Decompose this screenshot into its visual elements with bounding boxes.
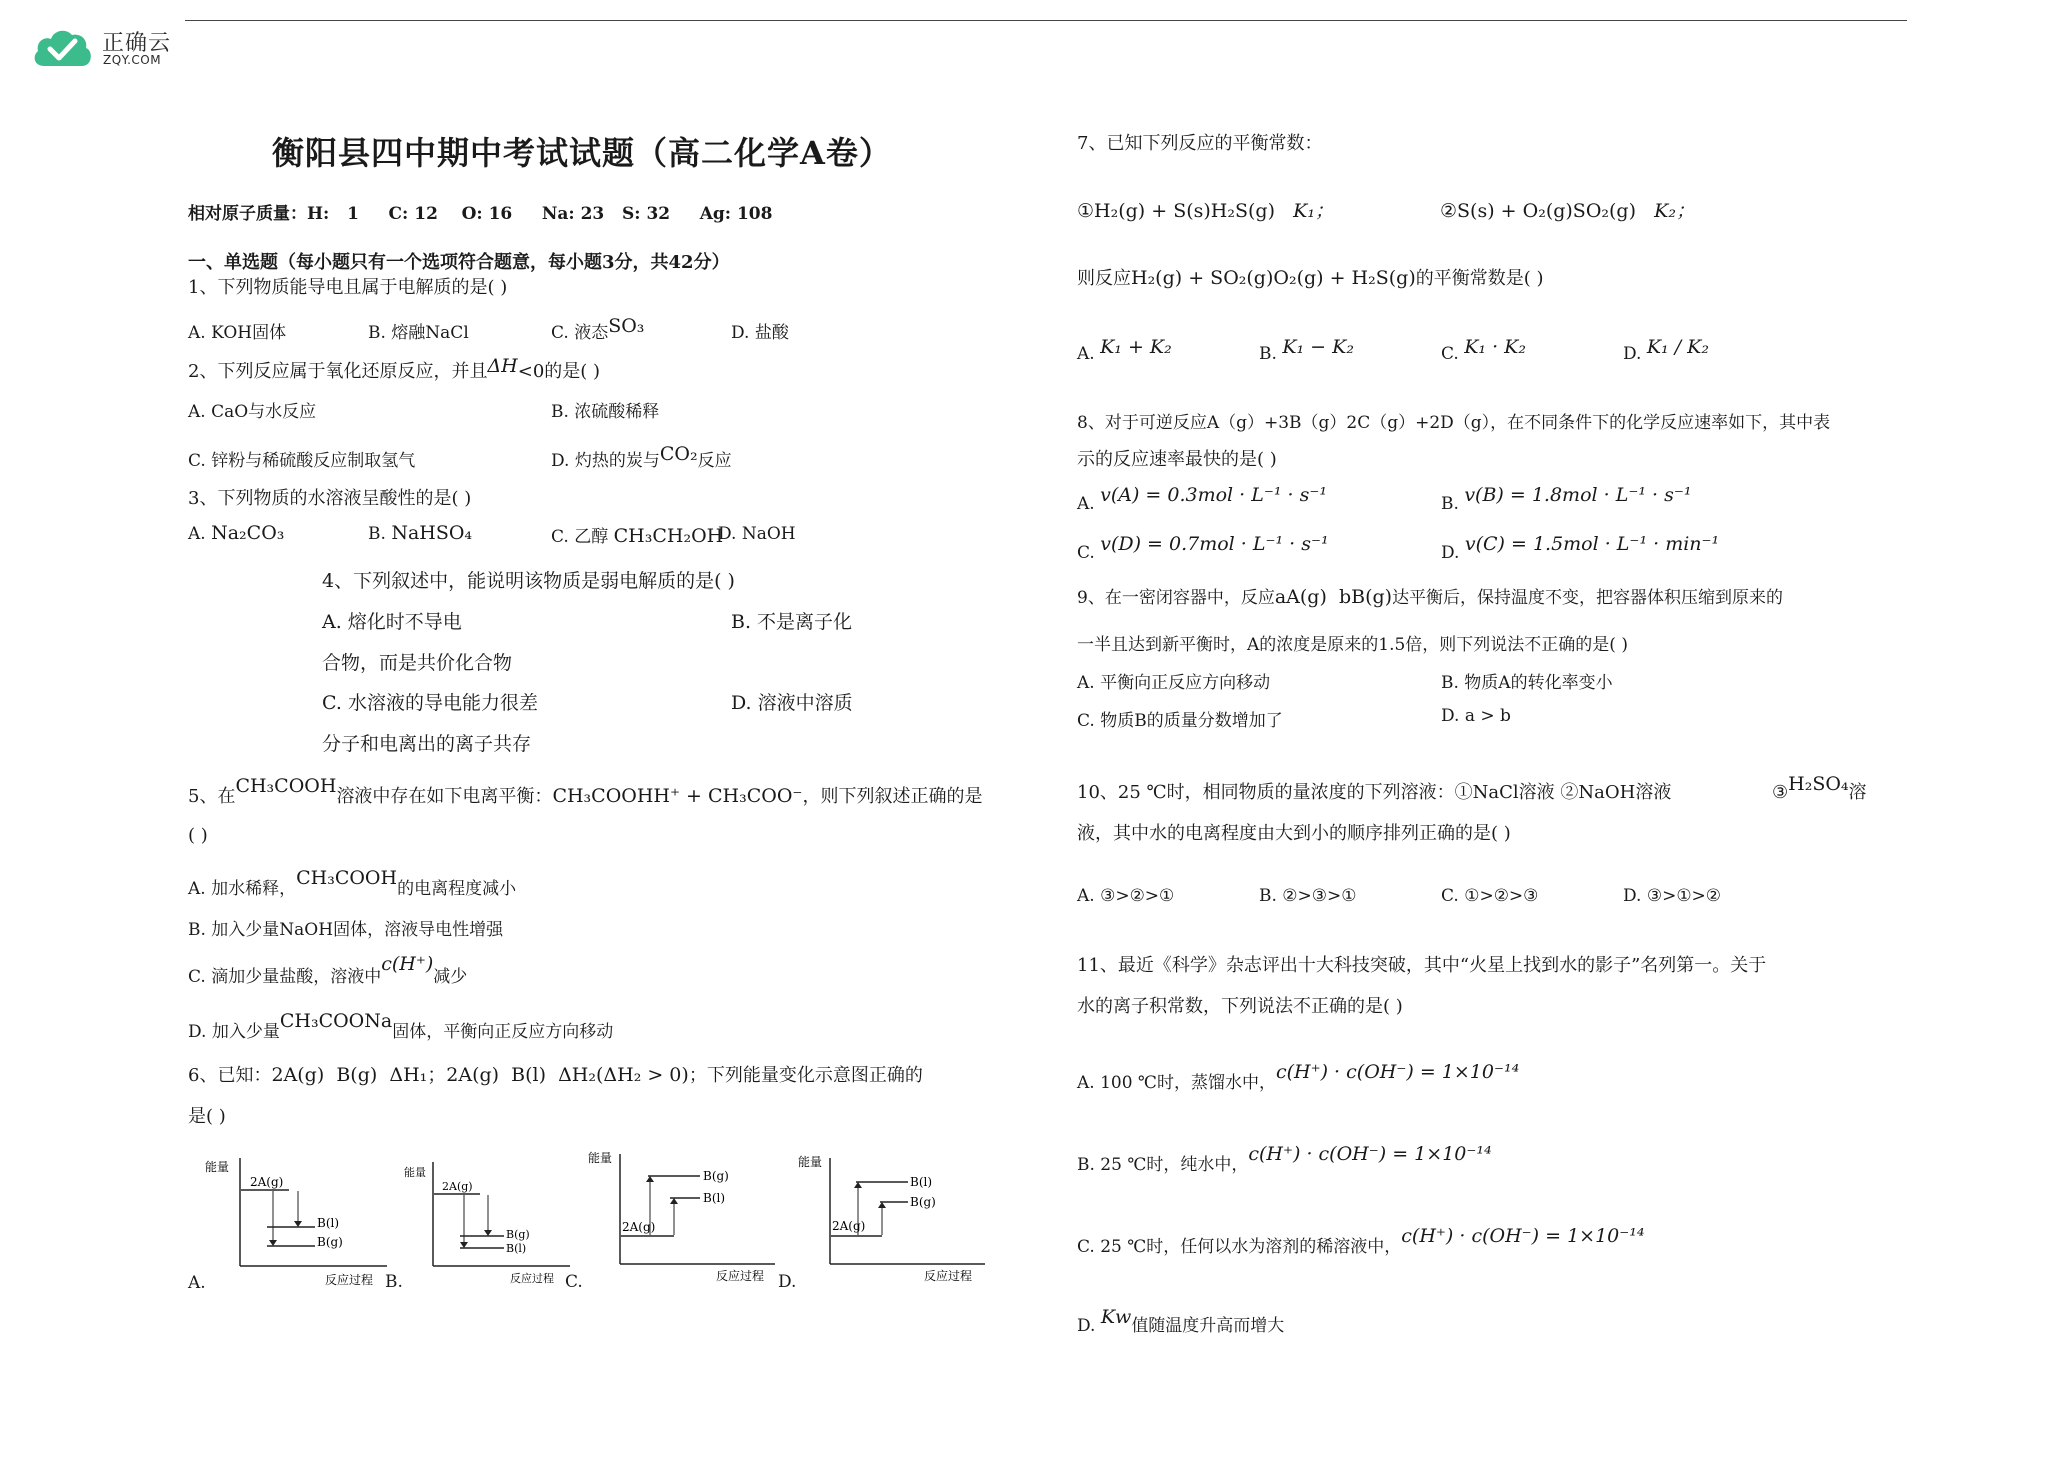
x-axis-label: 反应过程 xyxy=(510,1272,554,1285)
q5-stem-mid: 溶液中存在如下电离平衡： xyxy=(336,786,553,807)
q6-diagram-c[interactable] xyxy=(580,1140,780,1282)
q5-stem-formula: CH₃COOH xyxy=(235,775,337,797)
q11-option-c-text: C. 25 ℃时，任何以水为溶剂的稀溶液中， xyxy=(1077,1237,1402,1257)
q6-diagram-d[interactable] xyxy=(790,1144,990,1284)
q10-stem-end: 溶 xyxy=(1848,782,1867,803)
q9-option-d[interactable]: D. a > b xyxy=(1441,706,1511,726)
q8-stem-line2: 示的反应速率最快的是( ) xyxy=(1077,449,1277,470)
arrow-head xyxy=(460,1242,468,1248)
q8-option-b[interactable] xyxy=(1441,484,1692,514)
q8-option-d[interactable] xyxy=(1441,533,1720,563)
q9-equation: aA(g) bB(g) xyxy=(1274,586,1393,608)
q7-option-a-label: A. xyxy=(1077,344,1095,364)
q7-option-b-label: B. xyxy=(1259,344,1277,364)
x-axis-label: 反应过程 xyxy=(716,1269,765,1282)
y-axis-label: 能量 xyxy=(404,1166,426,1179)
q2-stem-text: 2、下列反应属于氧化还原反应，并且 xyxy=(188,361,488,382)
label-bl: B(l) xyxy=(910,1175,933,1189)
q7-eq1-formula: ①H₂(g) + S(s)H₂S(g) xyxy=(1077,200,1275,222)
label-2a: 2A(g) xyxy=(250,1175,284,1189)
q3-option-d[interactable]: D. NaOH xyxy=(718,524,796,544)
q1-option-d[interactable]: D. 盐酸 xyxy=(731,323,789,343)
q11-stem-line2: 水的离子积常数，下列说法不正确的是( ) xyxy=(1077,996,1403,1017)
logo[interactable] xyxy=(30,22,185,74)
q8-option-d-formula: v(C) = 1.5mol · L⁻¹ · min⁻¹ xyxy=(1464,533,1720,555)
q7-line3-text: 则反应 xyxy=(1077,268,1131,289)
q5-stem xyxy=(188,772,983,807)
q7-option-a-formula: K₁ + K₂ xyxy=(1100,336,1172,358)
q5-option-c[interactable] xyxy=(188,950,468,987)
q1-option-c-formula: SO₃ xyxy=(608,315,645,337)
q8-stem: 8、对于可逆反应A（g）+3B（g）2C（g）+2D（g），在不同条件下的化学反应速率如下，其中表 xyxy=(1077,413,1831,433)
q11-option-c[interactable] xyxy=(1077,1222,1645,1257)
q1-option-c[interactable] xyxy=(551,315,645,343)
q8-option-a-formula: v(A) = 0.3mol · L⁻¹ · s⁻¹ xyxy=(1100,484,1328,506)
q5-stem-end: ，则下列叙述正确的是 xyxy=(802,786,983,807)
arrow-head xyxy=(646,1176,654,1182)
q4-option-d[interactable]: D. 溶液中溶质 xyxy=(731,692,853,714)
q3-option-a[interactable] xyxy=(188,522,284,544)
q8-option-c[interactable] xyxy=(1077,533,1329,563)
q10-option-b[interactable]: B. ②>③>① xyxy=(1259,886,1357,906)
q7-option-b-formula: K₁ − K₂ xyxy=(1282,336,1354,358)
q11-option-a-eq: c(H⁺) · c(OH⁻) = 1×10⁻¹⁴ xyxy=(1275,1061,1520,1083)
q1-option-c-text: C. 液态 xyxy=(551,323,609,343)
q6-label-a: A. xyxy=(188,1273,206,1293)
x-axis-label: 反应过程 xyxy=(325,1273,374,1287)
q8-option-b-formula: v(B) = 1.8mol · L⁻¹ · s⁻¹ xyxy=(1464,484,1692,506)
q11-option-b-text: B. 25 ℃时，纯水中， xyxy=(1077,1155,1249,1175)
q2-option-a[interactable]: A. CaO与水反应 xyxy=(188,402,317,422)
q6-stem-end: ；下列能量变化示意图正确的 xyxy=(688,1065,923,1086)
q5-stem-line2: ( ) xyxy=(188,825,208,846)
q5-option-d-formula: CH₃COONa xyxy=(279,1010,393,1032)
q1-option-b[interactable]: B. 熔融NaCl xyxy=(368,323,469,343)
q3-option-a-label: A. xyxy=(188,524,206,544)
q5-option-d-end: 固体，平衡向正反应方向移动 xyxy=(392,1022,614,1042)
label-2a: 2A(g) xyxy=(622,1220,656,1234)
arrow-head xyxy=(294,1221,302,1227)
q2-stem xyxy=(188,357,600,383)
q6-label-b: B. xyxy=(385,1272,403,1292)
arrow-head xyxy=(854,1182,862,1188)
q2-stem-end: <0的是( ) xyxy=(517,361,601,382)
label-bl: B(l) xyxy=(506,1242,527,1255)
header-rule xyxy=(185,20,1907,21)
q9-option-a[interactable]: A. 平衡向正反应方向移动 xyxy=(1077,673,1271,693)
y-axis-label: 能量 xyxy=(798,1155,823,1169)
q4-option-b-cont: 合物，而是共价化合物 xyxy=(322,652,513,674)
q4-option-b[interactable]: B. 不是离子化 xyxy=(731,611,853,633)
q7-option-b[interactable] xyxy=(1259,336,1354,364)
q10-marker: ③ xyxy=(1772,782,1789,803)
q9-stem-text: 9、在一密闭容器中，反应 xyxy=(1077,588,1275,608)
q2-option-d-text: D. 灼热的炭与 xyxy=(551,451,660,471)
q2-delta-h: ΔH xyxy=(487,355,518,377)
q4-option-a[interactable]: A. 熔化时不导电 xyxy=(322,611,462,633)
q7-eq1 xyxy=(1077,196,1334,223)
q7-k2: K₂； xyxy=(1654,200,1695,222)
q2-option-c[interactable]: C. 锌粉与稀硫酸反应制取氢气 xyxy=(188,451,416,471)
q6-stem-line2: 是( ) xyxy=(188,1106,226,1127)
label-2a: 2A(g) xyxy=(442,1180,473,1193)
q9-stem-end: 达平衡后，保持温度不变，把容器体积压缩到原来的 xyxy=(1392,588,1784,608)
q11-stem: 11、最近《科学》杂志评出十大科技突破，其中“火星上找到水的影子”名列第一。关于 xyxy=(1077,955,1767,976)
q3-option-c-formula: CH₃CH₂OH xyxy=(613,525,724,547)
q4-stem: 4、下列叙述中，能说明该物质是弱电解质的是( ) xyxy=(322,570,735,592)
y-axis-label: 能量 xyxy=(205,1160,230,1174)
label-bl: B(l) xyxy=(317,1216,340,1230)
q7-option-a[interactable] xyxy=(1077,336,1172,364)
q11-option-b[interactable] xyxy=(1077,1140,1492,1175)
q3-option-b-formula: NaHSO₄ xyxy=(391,522,473,544)
q3-stem: 3、下列物质的水溶液呈酸性的是( ) xyxy=(188,488,472,509)
q3-option-b-label: B. xyxy=(368,524,386,544)
q7-option-d[interactable] xyxy=(1623,336,1709,364)
q11-option-a-text: A. 100 ℃时，蒸馏水中， xyxy=(1077,1073,1276,1093)
q2-option-d[interactable] xyxy=(551,440,732,471)
q5-option-c-formula: c(H⁺) xyxy=(381,953,434,975)
q7-option-c-formula: K₁ · K₂ xyxy=(1464,336,1526,358)
q6-label-d: D. xyxy=(778,1272,797,1292)
q10-stem-line2: 液，其中水的电离程度由大到小的顺序排列正确的是( ) xyxy=(1077,823,1511,844)
q4-option-c[interactable]: C. 水溶液的导电能力很差 xyxy=(322,692,538,714)
q7-option-d-formula: K₁ / K₂ xyxy=(1646,336,1709,358)
section-heading: 一、单选题（每小题只有一个选项符合题意，每小题3分，共42分） xyxy=(188,252,730,273)
q3-option-a-formula: Na₂CO₃ xyxy=(211,522,285,544)
q3-option-b[interactable] xyxy=(368,522,472,544)
logo-subtext: ZQY.COM xyxy=(103,53,162,67)
x-axis-label: 反应过程 xyxy=(924,1269,973,1283)
arrow-head xyxy=(269,1240,277,1246)
q9-option-b[interactable]: B. 物质A的转化率变小 xyxy=(1441,673,1613,693)
q5-equilibrium: CH₃COOHH⁺ + CH₃COO⁻ xyxy=(552,785,803,807)
q9-option-c[interactable]: C. 物质B的质量分数增加了 xyxy=(1077,711,1283,731)
q3-option-c[interactable] xyxy=(551,522,723,547)
q10-option-c[interactable]: C. ①>②>③ xyxy=(1441,886,1539,906)
label-bl: B(l) xyxy=(703,1191,726,1205)
q8-option-c-label: C. xyxy=(1077,543,1095,563)
q5-option-b[interactable]: B. 加入少量NaOH固体，溶液导电性增强 xyxy=(188,920,504,940)
q1-stem: 1、下列物质能导电且属于电解质的是( ) xyxy=(188,277,508,298)
cloud-check-icon xyxy=(30,22,96,72)
q7-option-c[interactable] xyxy=(1441,336,1526,364)
q7-stem-line3 xyxy=(1077,264,1544,290)
q10-formula: H₂SO₄ xyxy=(1788,773,1849,795)
label-bg: B(g) xyxy=(506,1228,530,1241)
q7-k1: K₁； xyxy=(1293,200,1334,222)
arrow-head xyxy=(670,1198,678,1204)
q8-option-c-formula: v(D) = 0.7mol · L⁻¹ · s⁻¹ xyxy=(1100,533,1329,555)
arrow-head xyxy=(484,1230,492,1236)
q5-option-c-end: 减少 xyxy=(433,967,468,987)
q8-option-b-label: B. xyxy=(1441,494,1459,514)
q5-option-a-text: A. 加水稀释， xyxy=(188,879,297,899)
q9-stem xyxy=(1077,583,1783,608)
q6-stem-text: 6、已知： xyxy=(188,1065,272,1086)
q2-option-b[interactable]: B. 浓硫酸稀释 xyxy=(551,402,660,422)
q5-option-c-text: C. 滴加少量盐酸，溶液中 xyxy=(188,967,382,987)
q7-stem: 7、已知下列反应的平衡常数： xyxy=(1077,133,1323,154)
q5-option-a-end: 的电离程度减小 xyxy=(397,879,517,899)
q2-option-d-formula: CO₂ xyxy=(659,443,698,465)
q5-option-d-text: D. 加入少量 xyxy=(188,1022,280,1042)
q10-option-a[interactable]: A. ③>②>① xyxy=(1077,886,1175,906)
arrow-head xyxy=(878,1202,886,1208)
q11-option-d[interactable] xyxy=(1077,1303,1285,1336)
q5-stem-text: 5、在 xyxy=(188,786,236,807)
q8-option-a[interactable] xyxy=(1077,484,1328,514)
page-title: 衡阳县四中期中考试试题（高二化学A卷） xyxy=(272,134,892,172)
q6-diagram-b[interactable] xyxy=(398,1152,578,1288)
q4-option-d-cont: 分子和电离出的离子共存 xyxy=(322,733,532,755)
atomic-mass-line: 相对原子质量：H: 1 C: 12 O: 16 Na: 23 S: 32 Ag: 108 xyxy=(188,204,773,224)
q11-option-d-text: 值随温度升高而增大 xyxy=(1131,1316,1285,1336)
q5-option-d[interactable] xyxy=(188,1007,614,1042)
label-bg: B(g) xyxy=(703,1169,729,1183)
q11-option-d-formula: Kw xyxy=(1100,1306,1132,1328)
q6-equation: 2A(g) B(g) ΔH₁；2A(g) B(l) ΔH₂(ΔH₂ > 0) xyxy=(271,1064,689,1086)
q6-diagram-a[interactable] xyxy=(205,1148,395,1288)
q11-option-d-label: D. xyxy=(1077,1316,1096,1336)
logo-text: 正确云 xyxy=(102,31,172,56)
q10-option-d[interactable]: D. ③>①>② xyxy=(1623,886,1722,906)
q5-option-a[interactable] xyxy=(188,864,517,899)
q10-stem-formula xyxy=(1772,770,1867,803)
q7-option-d-label: D. xyxy=(1623,344,1642,364)
q7-option-c-label: C. xyxy=(1441,344,1459,364)
q2-option-d-end: 反应 xyxy=(697,451,732,471)
q6-label-c: C. xyxy=(565,1272,583,1292)
q7-eq2 xyxy=(1440,196,1695,223)
q7-eq2-formula: ②S(s) + O₂(g)SO₂(g) xyxy=(1440,200,1637,222)
label-bg: B(g) xyxy=(317,1235,343,1249)
q11-option-a[interactable] xyxy=(1077,1058,1520,1093)
label-bg: B(g) xyxy=(910,1195,936,1209)
q11-option-b-eq: c(H⁺) · c(OH⁻) = 1×10⁻¹⁴ xyxy=(1248,1143,1492,1165)
q11-option-c-eq: c(H⁺) · c(OH⁻) = 1×10⁻¹⁴ xyxy=(1401,1225,1645,1247)
q7-line3-eq: H₂(g) + SO₂(g)O₂(g) + H₂S(g) xyxy=(1131,267,1416,289)
q5-option-a-formula: CH₃COOH xyxy=(296,867,398,889)
q1-option-a[interactable]: A. KOH固体 xyxy=(188,323,287,343)
label-2a: 2A(g) xyxy=(832,1219,866,1233)
q10-stem: 10、25 ℃时，相同物质的量浓度的下列溶液：①NaCl溶液 ②NaOH溶液 xyxy=(1077,782,1672,803)
q7-line3-end: 的平衡常数是( ) xyxy=(1415,268,1544,289)
q8-option-a-label: A. xyxy=(1077,494,1095,514)
q3-option-c-label: C. 乙醇 xyxy=(551,527,609,547)
y-axis-label: 能量 xyxy=(588,1151,613,1165)
q8-option-d-label: D. xyxy=(1441,543,1460,563)
q9-stem-line2: 一半且达到新平衡时，A的浓度是原来的1.5倍，则下列说法不正确的是( ) xyxy=(1077,635,1628,655)
q6-stem xyxy=(188,1060,923,1087)
